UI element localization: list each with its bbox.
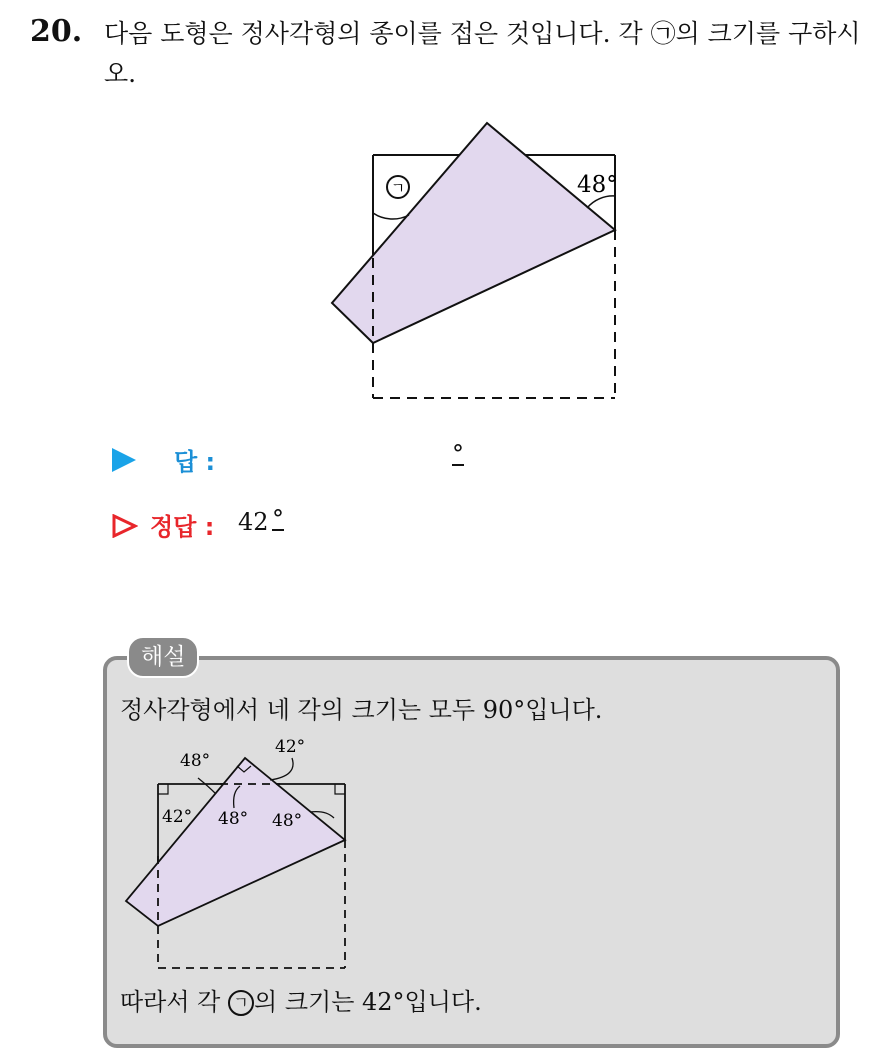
answer-label: 답 :: [174, 448, 216, 476]
play-triangle-icon: [112, 448, 136, 472]
exp2-suffix: 의 크기는 42°입니다.: [254, 988, 482, 1016]
exp-label-48-top: 48°: [180, 751, 211, 771]
explanation-figure: [120, 736, 380, 976]
answer-unit: °: [452, 440, 464, 468]
question-text: 다음 도형은 정사각형의 종이를 접은 것입니다. 각 ㉠의 크기를 구하시오.: [104, 19, 861, 88]
question-number: 20.: [30, 14, 83, 49]
arrow-42-top: [270, 758, 293, 780]
key-value: 42: [238, 508, 269, 536]
right-angle-mark-left: [158, 784, 168, 794]
outline-triangle-icon: [112, 514, 138, 538]
giyeok-circle-marker: ㄱ: [228, 990, 254, 1016]
explanation-line-1: 정사각형에서 네 각의 크기는 모두 90°입니다.: [120, 696, 603, 724]
exp-label-42-top: 42°: [275, 737, 306, 757]
arrow-48-top: [198, 778, 216, 794]
angle-label-48: 48°: [577, 172, 618, 198]
folded-square-figure: [325, 118, 625, 408]
exp-label-48-mid1: 48°: [218, 809, 249, 829]
key-label: 정답 :: [150, 513, 215, 541]
right-angle-mark-right: [335, 784, 345, 794]
giyeok-marker: ㄱ: [390, 179, 406, 197]
exp2-prefix: 따라서 각: [120, 988, 221, 1016]
key-unit: °: [272, 505, 284, 533]
explanation-tag: 해설: [127, 636, 199, 678]
exp-label-42-left: 42°: [162, 807, 193, 827]
explanation-line-2: [120, 982, 482, 1017]
exp-label-48-mid2: 48°: [272, 811, 303, 831]
angle-arc-giyeok: [373, 213, 409, 219]
